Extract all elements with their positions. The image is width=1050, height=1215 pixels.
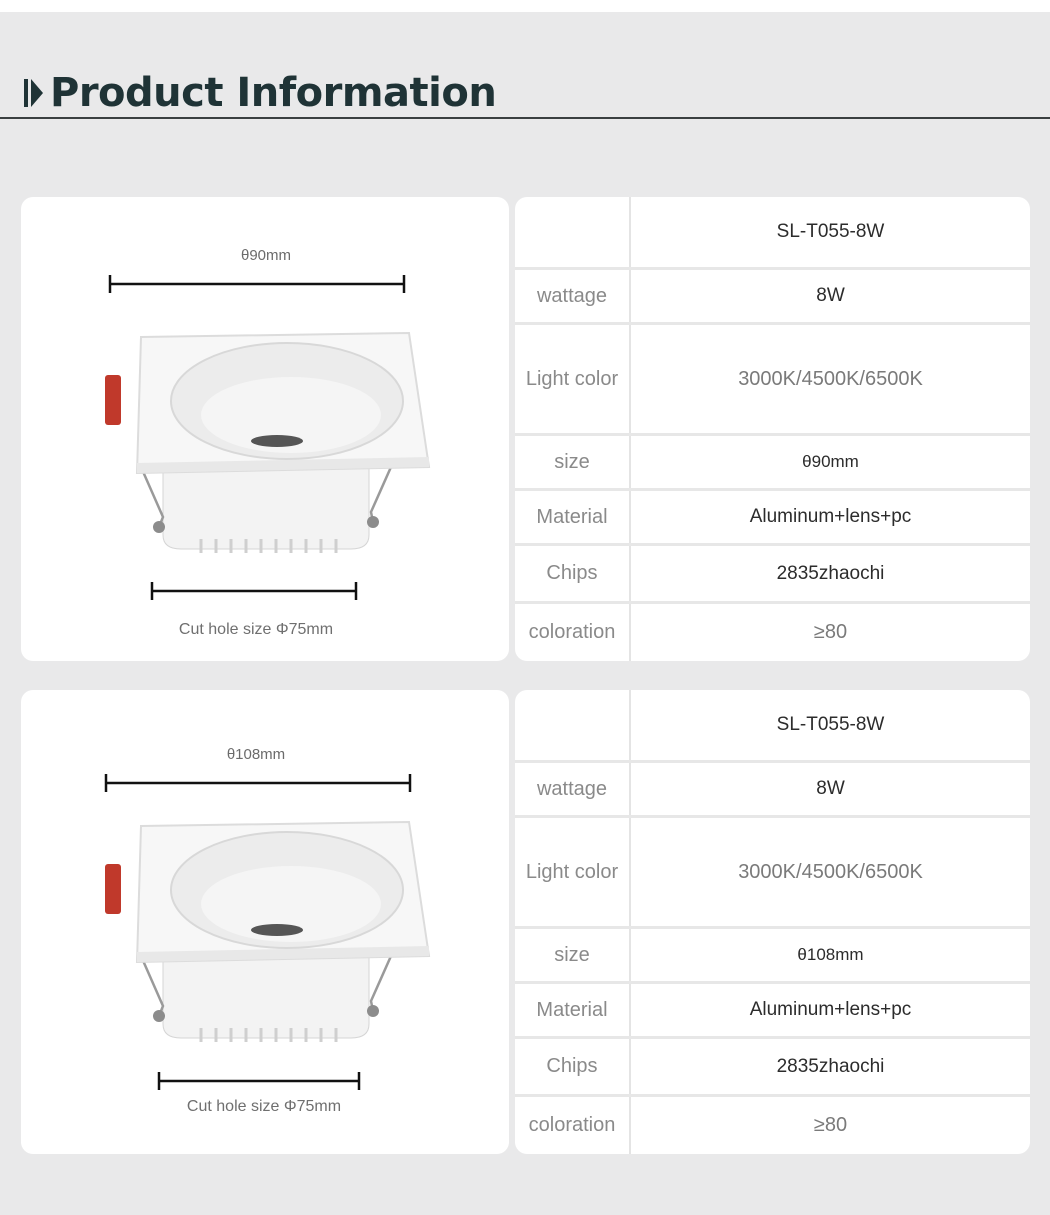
spec-value: Aluminum+lens+pc [749, 506, 912, 527]
table-row [515, 984, 1030, 1036]
diameter-label: θ90mm [240, 247, 292, 264]
spring-clip-left [105, 864, 121, 914]
spec-key: size [515, 929, 631, 981]
spec-key: Light color [515, 325, 631, 433]
downlight-image [101, 816, 431, 1056]
spec-value: Aluminum+lens+pc [749, 999, 912, 1020]
table-row [515, 270, 1030, 322]
spec-key: size [515, 436, 631, 488]
spec-value: ≥80 [813, 621, 848, 643]
spec-value: ≥80 [813, 1114, 848, 1136]
spec-key: wattage [515, 270, 631, 322]
play-triangle-icon [22, 76, 46, 110]
table-row [515, 546, 1030, 601]
spec-key: coloration [515, 604, 631, 661]
top-band [0, 0, 1050, 12]
table-row [515, 436, 1030, 488]
table-row-model [515, 197, 1030, 267]
spec-value: θ90mm [802, 452, 859, 471]
table-row [515, 929, 1030, 981]
spec-key: coloration [515, 1097, 631, 1154]
diameter-dimension-line [103, 774, 413, 792]
diameter-label: θ108mm [226, 746, 286, 763]
spring-clip-left [105, 375, 121, 425]
model-value: SL-T055-8W [776, 714, 885, 735]
cut-hole-label: Cut hole size Φ75mm [186, 1098, 342, 1115]
table-row [515, 604, 1030, 661]
product-image-card [21, 690, 509, 1154]
spec-value: 3000K/4500K/6500K [738, 860, 923, 883]
spec-key: Chips [515, 546, 631, 601]
spec-key-empty [515, 197, 631, 267]
heading-rule [0, 117, 1050, 119]
spec-value: 2835zhaochi [776, 1055, 885, 1077]
table-row [515, 491, 1030, 543]
spec-value: 3000K/4500K/6500K [738, 367, 923, 390]
spec-key-empty [515, 690, 631, 760]
product-image-card [21, 197, 509, 661]
spec-value: 8W [816, 285, 845, 306]
cut-hole-dimension-line [156, 1071, 362, 1091]
table-row [515, 325, 1030, 433]
spec-key: Material [515, 491, 631, 543]
model-value: SL-T055-8W [776, 221, 885, 242]
table-row [515, 818, 1030, 926]
diameter-dimension-line [107, 275, 407, 293]
spec-key: wattage [515, 763, 631, 815]
table-row [515, 1039, 1030, 1094]
table-row-model [515, 690, 1030, 760]
spec-value: θ108mm [797, 945, 864, 964]
cut-hole-label: Cut hole size Φ75mm [178, 621, 334, 638]
table-row [515, 763, 1030, 815]
spec-key: Light color [515, 818, 631, 926]
downlight-image [101, 327, 431, 567]
cut-hole-dimension-line [149, 581, 359, 601]
spec-table [515, 197, 1030, 661]
section-heading [22, 70, 496, 116]
spec-value: 2835zhaochi [776, 562, 885, 584]
page-title: Product Information [50, 70, 497, 116]
spec-value: 8W [816, 778, 845, 799]
table-row [515, 1097, 1030, 1154]
spec-table [515, 690, 1030, 1154]
spec-key: Material [515, 984, 631, 1036]
spec-key: Chips [515, 1039, 631, 1094]
